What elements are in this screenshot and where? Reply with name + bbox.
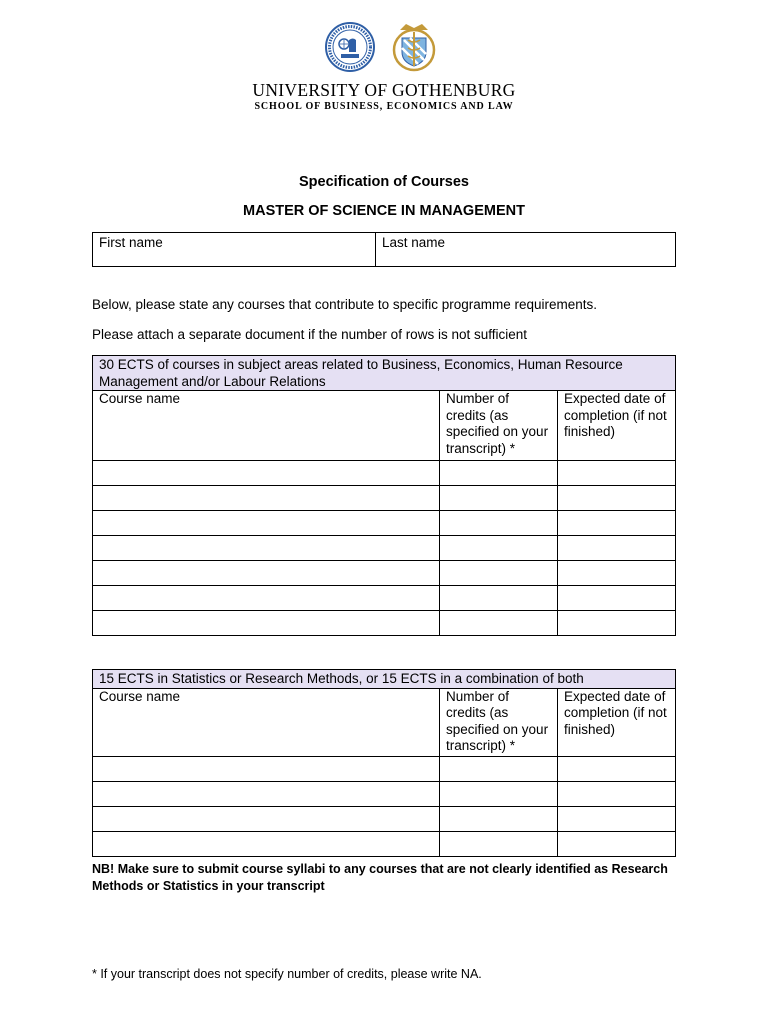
faculty-emblem-icon [394, 24, 434, 70]
credits-cell[interactable] [440, 586, 558, 611]
course-name-cell[interactable] [93, 756, 440, 781]
course-name-cell[interactable] [93, 806, 440, 831]
table-row [93, 586, 676, 611]
completion-date-cell[interactable] [558, 781, 676, 806]
table-row [93, 561, 676, 586]
column-header: Expected date of completion (if not finished) [558, 391, 676, 461]
credits-cell[interactable] [440, 611, 558, 636]
statistics-courses-table [92, 669, 676, 857]
course-name-cell[interactable] [93, 781, 440, 806]
table-row [93, 511, 676, 536]
course-name-cell[interactable] [93, 486, 440, 511]
first-name-field[interactable]: First name [93, 233, 376, 266]
completion-date-cell[interactable] [558, 486, 676, 511]
credits-cell[interactable] [440, 486, 558, 511]
column-header: Number of credits (as specified on your transcript) * [440, 391, 558, 461]
table-row [93, 831, 676, 856]
completion-date-cell[interactable] [558, 561, 676, 586]
credits-cell[interactable] [440, 781, 558, 806]
completion-date-cell[interactable] [558, 756, 676, 781]
name-table [92, 232, 676, 267]
last-name-field[interactable]: Last name [382, 235, 446, 250]
credits-cell[interactable] [440, 756, 558, 781]
completion-date-cell[interactable] [558, 586, 676, 611]
credits-cell[interactable] [440, 511, 558, 536]
credits-cell[interactable] [440, 831, 558, 856]
completion-date-cell[interactable] [558, 461, 676, 486]
table-heading: 15 ECTS in Statistics or Research Methods, or 15 ECTS in a combination of both [93, 670, 676, 689]
course-name-cell[interactable] [93, 536, 440, 561]
instruction-text: Below, please state any courses that contribute to specific programme requirements. [92, 297, 598, 312]
document-title: Specification of Courses [298, 174, 469, 190]
table-heading: 30 ECTS of courses in subject areas related to Business, Economics, Human Resource Management and/or Labour Relations [93, 356, 676, 391]
university-seal-icon [326, 23, 374, 71]
completion-date-cell[interactable] [558, 511, 676, 536]
credits-cell[interactable] [440, 561, 558, 586]
table-row [93, 461, 676, 486]
business-courses-table [92, 355, 676, 636]
course-name-cell[interactable] [93, 561, 440, 586]
program-title: MASTER OF SCIENCE IN MANAGEMENT [243, 203, 525, 219]
syllabi-note: NB! Make sure to submit course syllabi to any courses that are not clearly identified as Research Methods or Statistics in your transcript [92, 862, 668, 893]
credits-cell[interactable] [440, 536, 558, 561]
course-name-cell[interactable] [93, 586, 440, 611]
completion-date-cell[interactable] [558, 831, 676, 856]
column-header: Course name [93, 688, 440, 756]
completion-date-cell[interactable] [558, 806, 676, 831]
completion-date-cell[interactable] [558, 536, 676, 561]
instruction-text: Please attach a separate document if the number of rows is not sufficient [92, 327, 527, 342]
credits-cell[interactable] [440, 806, 558, 831]
school-name: SCHOOL OF BUSINESS, ECONOMICS AND LAW [254, 101, 514, 112]
column-header: Number of credits (as specified on your transcript) * [440, 688, 558, 756]
table-row [93, 806, 676, 831]
table-row [93, 756, 676, 781]
course-name-cell[interactable] [93, 461, 440, 486]
table-row [93, 611, 676, 636]
table-row [93, 486, 676, 511]
university-name: UNIVERSITY OF GOTHENBURG [252, 80, 516, 100]
course-name-cell[interactable] [93, 831, 440, 856]
table-row [93, 781, 676, 806]
university-logos [322, 18, 446, 76]
course-name-cell[interactable] [93, 511, 440, 536]
column-header: Course name [93, 391, 440, 461]
footnote: * If your transcript does not specify number of credits, please write NA. [92, 967, 482, 981]
completion-date-cell[interactable] [558, 611, 676, 636]
table-row [93, 536, 676, 561]
credits-cell[interactable] [440, 461, 558, 486]
course-name-cell[interactable] [93, 611, 440, 636]
column-header: Expected date of completion (if not finished) [558, 688, 676, 756]
